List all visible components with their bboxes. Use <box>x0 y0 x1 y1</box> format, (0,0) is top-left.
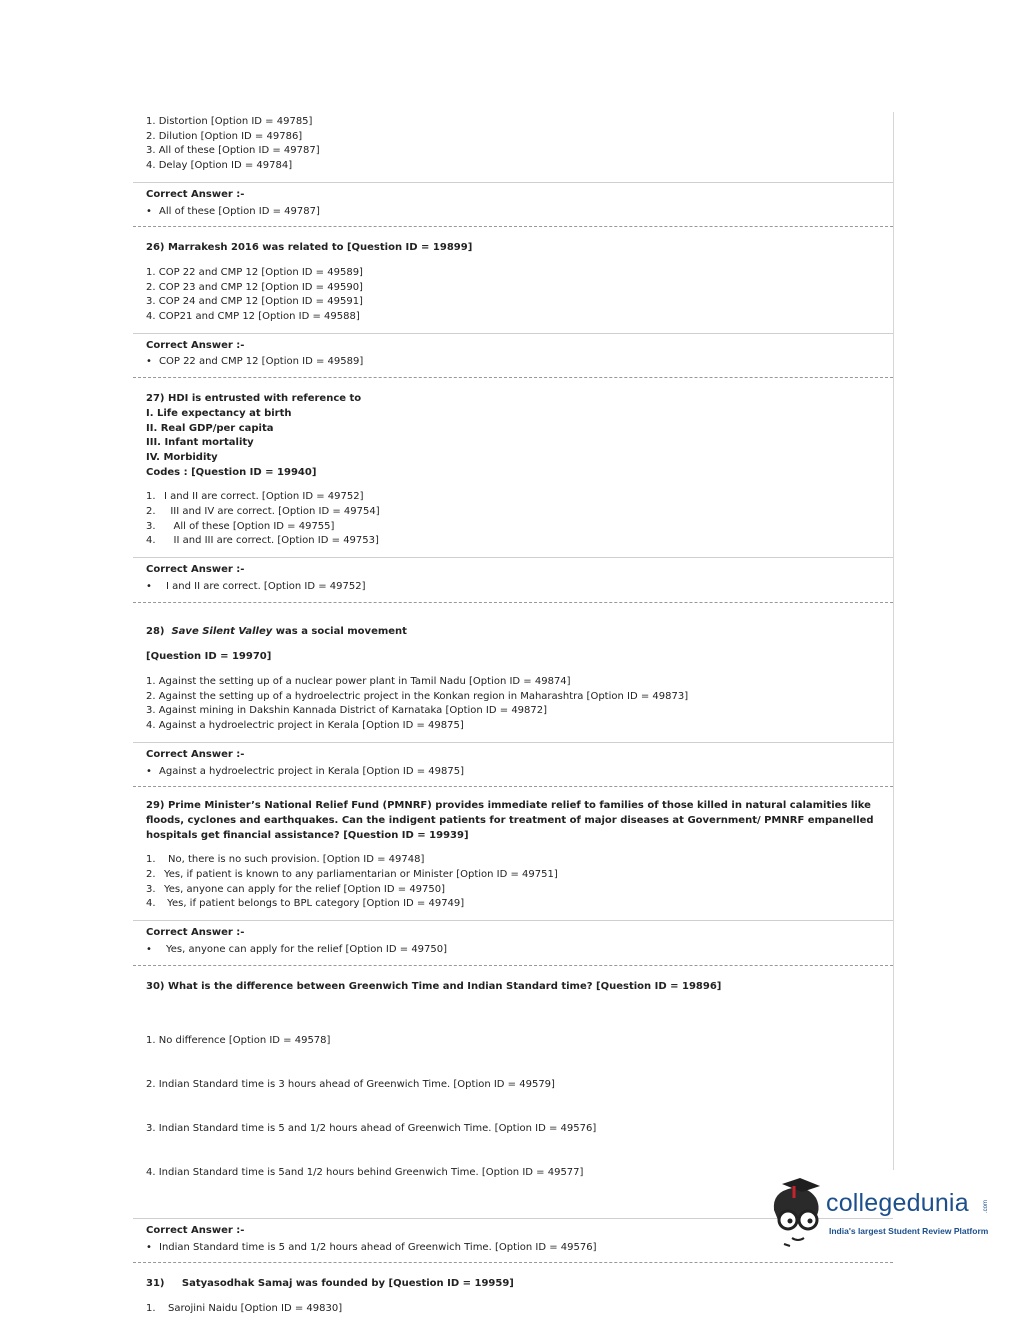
option: 4. Against a hydroelectric project in Kerala [Option ID = 49875] <box>146 720 464 732</box>
question-text: 29) Prime Minister’s National Relief Fund (PMNRF) provides immediate relief to families of those killed in natural calamities like floods, cyclones and earthquakes. Can the indigent patients for treatment of major diseases at Government/ PMNRF empanelled hospitals get financial assistance? [Question ID = 19939] <box>146 800 874 841</box>
correct-answer-label: Correct Answer :- <box>146 1225 245 1237</box>
correct-answer <box>133 557 893 601</box>
brand-tagline: India's largest Student Review Platform <box>829 1226 989 1236</box>
correct-answer-text: Yes, anyone can apply for the relief [Option ID = 49750] <box>166 943 448 955</box>
correct-answer-text: I and II are correct. [Option ID = 49752] <box>166 580 366 592</box>
correct-answer-text: COP 22 and CMP 12 [Option ID = 49589] <box>159 356 364 368</box>
options-list <box>133 490 893 557</box>
option: 1. Sarojini Naidu [Option ID = 49830] <box>146 1303 343 1315</box>
option: 3. All of these [Option ID = 49787] <box>146 145 320 157</box>
question-line: III. Infant mortality <box>146 437 254 449</box>
question-sheet <box>133 112 894 1315</box>
option: 3. Against mining in Dakshin Kannada District of Karnataka [Option ID = 49872] <box>146 705 548 717</box>
question-text: 28) Save Silent Valley was a social movement <box>146 625 407 637</box>
options-list <box>133 1302 893 1325</box>
question-line: Codes : [Question ID = 19940] <box>146 466 317 478</box>
correct-answer-text: All of these [Option ID = 49787] <box>159 205 320 217</box>
brand-domain: .com <box>983 1200 989 1214</box>
option: 2. Against the setting up of a hydroelectric project in the Konkan region in Maharashtra [Option ID = 49873] <box>146 690 689 702</box>
option: 1. COP 22 and CMP 12 [Option ID = 49589] <box>146 266 363 278</box>
option: 3. COP 24 and CMP 12 [Option ID = 49591] <box>146 296 363 308</box>
option: 3. Yes, anyone can apply for the relief [Option ID = 49750] <box>146 883 446 895</box>
options-list <box>133 112 893 182</box>
option: 3. Indian Standard time is 5 and 1/2 hours ahead of Greenwich Time. [Option ID = 49576] <box>146 1122 597 1134</box>
option: 1. No, there is no such provision. [Option ID = 49748] <box>146 854 425 866</box>
option: 2. Indian Standard time is 3 hours ahead of Greenwich Time. [Option ID = 49579] <box>146 1078 555 1090</box>
question-id: [Question ID = 19970] <box>146 651 272 663</box>
options-list <box>133 266 893 333</box>
question-line: I. Life expectancy at birth <box>146 407 292 419</box>
options-list <box>133 675 893 742</box>
options-list <box>133 853 893 920</box>
option: 1. I and II are correct. [Option ID = 49752] <box>146 491 364 503</box>
correct-answer-label: Correct Answer :- <box>146 927 245 939</box>
correct-answer <box>133 742 893 786</box>
option: 4. Yes, if patient belongs to BPL category [Option ID = 49749] <box>146 898 465 910</box>
correct-answer <box>133 920 893 964</box>
option: 2. Yes, if patient is known to any parliamentarian or Minister [Option ID = 49751] <box>146 869 558 881</box>
bullet-icon: • <box>146 1241 152 1253</box>
bullet-icon: • <box>146 765 152 777</box>
bullet-icon: • <box>146 205 152 217</box>
brand-name: collegedunia <box>826 1189 969 1217</box>
correct-answer-text: Indian Standard time is 5 and 1/2 hours ahead of Greenwich Time. [Option ID = 49576] <box>159 1241 597 1253</box>
option: 1. No difference [Option ID = 49578] <box>146 1034 331 1046</box>
option: 2. III and IV are correct. [Option ID = 49754] <box>146 506 380 518</box>
question-text: 30) What is the difference between Greenwich Time and Indian Standard time? [Question ID = 19896] <box>146 980 722 992</box>
option: 3. All of these [Option ID = 49755] <box>146 520 335 532</box>
question-line: IV. Morbidity <box>146 451 218 463</box>
question-line: II. Real GDP/per capita <box>146 422 274 434</box>
correct-answer-label: Correct Answer :- <box>146 748 245 760</box>
question-text: 26) Marrakesh 2016 was related to [Question ID = 19899] <box>146 242 473 254</box>
bullet-icon: • <box>146 356 152 368</box>
option: 1. Distortion [Option ID = 49785] <box>146 116 313 127</box>
option: 2. Dilution [Option ID = 49786] <box>146 130 303 142</box>
correct-answer-label: Correct Answer :- <box>146 339 245 351</box>
correct-answer-label: Correct Answer :- <box>146 188 245 200</box>
option: 1. Against the setting up of a nuclear power plant in Tamil Nadu [Option ID = 49874] <box>146 675 571 687</box>
option: 4. Delay [Option ID = 49784] <box>146 160 293 172</box>
correct-answer <box>133 182 893 226</box>
question-text: 31) Satyasodhak Samaj was founded by [Question ID = 19959] <box>146 1278 514 1290</box>
question-text: 27) HDI is entrusted with reference to <box>146 393 362 405</box>
option: 4. COP21 and CMP 12 [Option ID = 49588] <box>146 311 360 323</box>
option: 4. II and III are correct. [Option ID = 49753] <box>146 535 379 547</box>
bullet-icon: • <box>146 580 152 592</box>
correct-answer <box>133 333 893 377</box>
bullet-icon: • <box>146 943 152 955</box>
option: 4. Indian Standard time is 5and 1/2 hours behind Greenwich Time. [Option ID = 49577] <box>146 1166 584 1178</box>
correct-answer-text: Against a hydroelectric project in Kerala [Option ID = 49875] <box>159 765 464 777</box>
correct-answer-label: Correct Answer :- <box>146 564 245 576</box>
option: 2. COP 23 and CMP 12 [Option ID = 49590] <box>146 281 363 293</box>
